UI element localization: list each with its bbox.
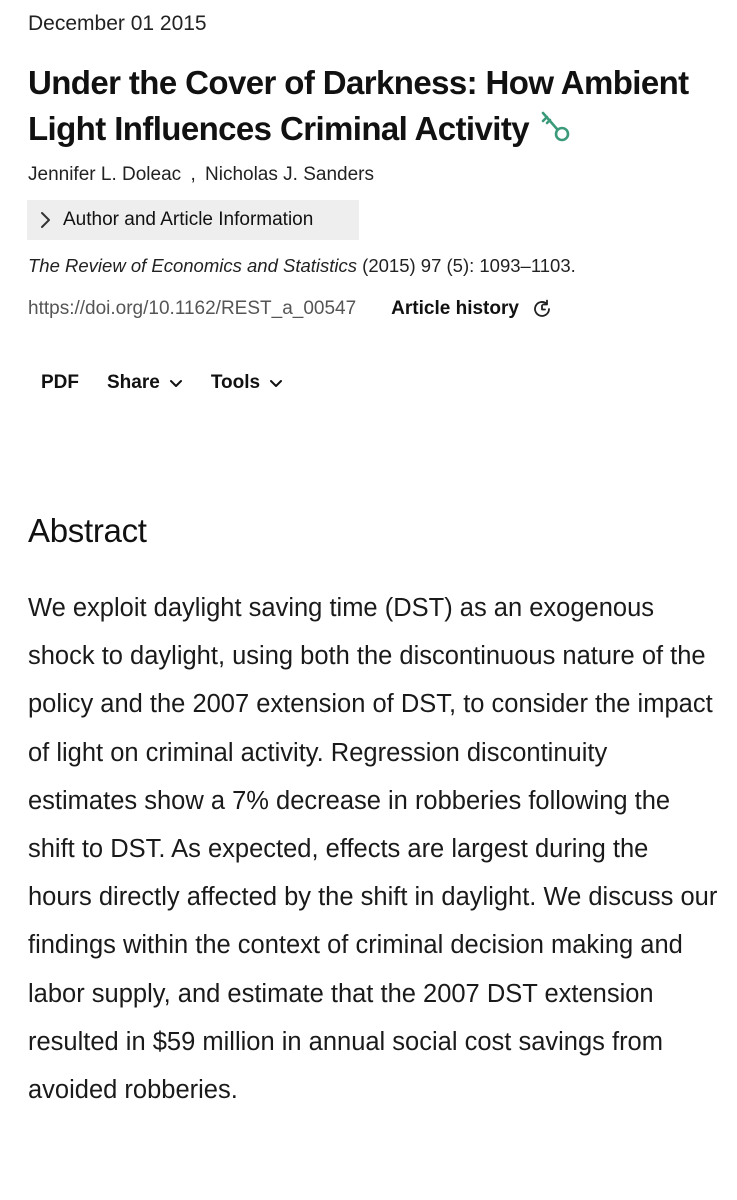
journal-name[interactable]: The Review of Economics and Statistics xyxy=(28,255,358,276)
citation xyxy=(28,255,576,277)
pdf-label: PDF xyxy=(41,372,79,393)
chevron-down-icon xyxy=(169,379,183,389)
citation-details: (2015) 97 (5): 1093–1103. xyxy=(362,255,576,276)
abstract-heading: Abstract xyxy=(28,512,147,549)
article-toolbar xyxy=(41,372,311,394)
share-dropdown[interactable] xyxy=(107,372,183,394)
article-title xyxy=(28,60,718,152)
author-link[interactable]: Jennifer L. Doleac xyxy=(28,164,182,185)
doi-link[interactable]: https://doi.org/10.1162/REST_a_00547 xyxy=(28,298,357,319)
pdf-button[interactable] xyxy=(41,372,79,394)
publication-date: December 01 2015 xyxy=(28,12,207,35)
author-link[interactable]: Nicholas J. Sanders xyxy=(205,164,374,185)
author-separator: , xyxy=(190,164,196,185)
key-icon xyxy=(537,109,573,145)
tools-dropdown[interactable] xyxy=(211,372,283,394)
author-info-label: Author and Article Information xyxy=(63,209,314,230)
article-title-text: Under the Cover of Darkness: How Ambient Light Influences Criminal Activity xyxy=(28,64,689,147)
author-info-toggle[interactable] xyxy=(27,200,359,240)
history-icon xyxy=(531,298,553,320)
chevron-down-icon xyxy=(269,379,283,389)
article-history-label: Article history xyxy=(391,298,519,319)
abstract-text: We exploit daylight saving time (DST) as an exogenous shock to daylight, using both the discontinuous nature of the policy and the 2007 extension of DST, to consider the impact of light on criminal activity. Regression discontinuity estimates show a 7% decrease in robberies following the shift to DST. As expected, effects are largest during the hours directly affected by the shift in daylight. We discuss our findings within the context of criminal decision making and labor supply, and estimate that the 2007 DST extension resulted in $59 million in annual social cost savings from avoided robberies. xyxy=(28,594,718,1105)
author-list xyxy=(28,164,374,186)
chevron-right-icon xyxy=(39,211,51,229)
share-label: Share xyxy=(107,372,160,393)
tools-label: Tools xyxy=(210,372,261,393)
doi-row xyxy=(28,298,553,320)
article-history-button[interactable] xyxy=(391,298,553,320)
